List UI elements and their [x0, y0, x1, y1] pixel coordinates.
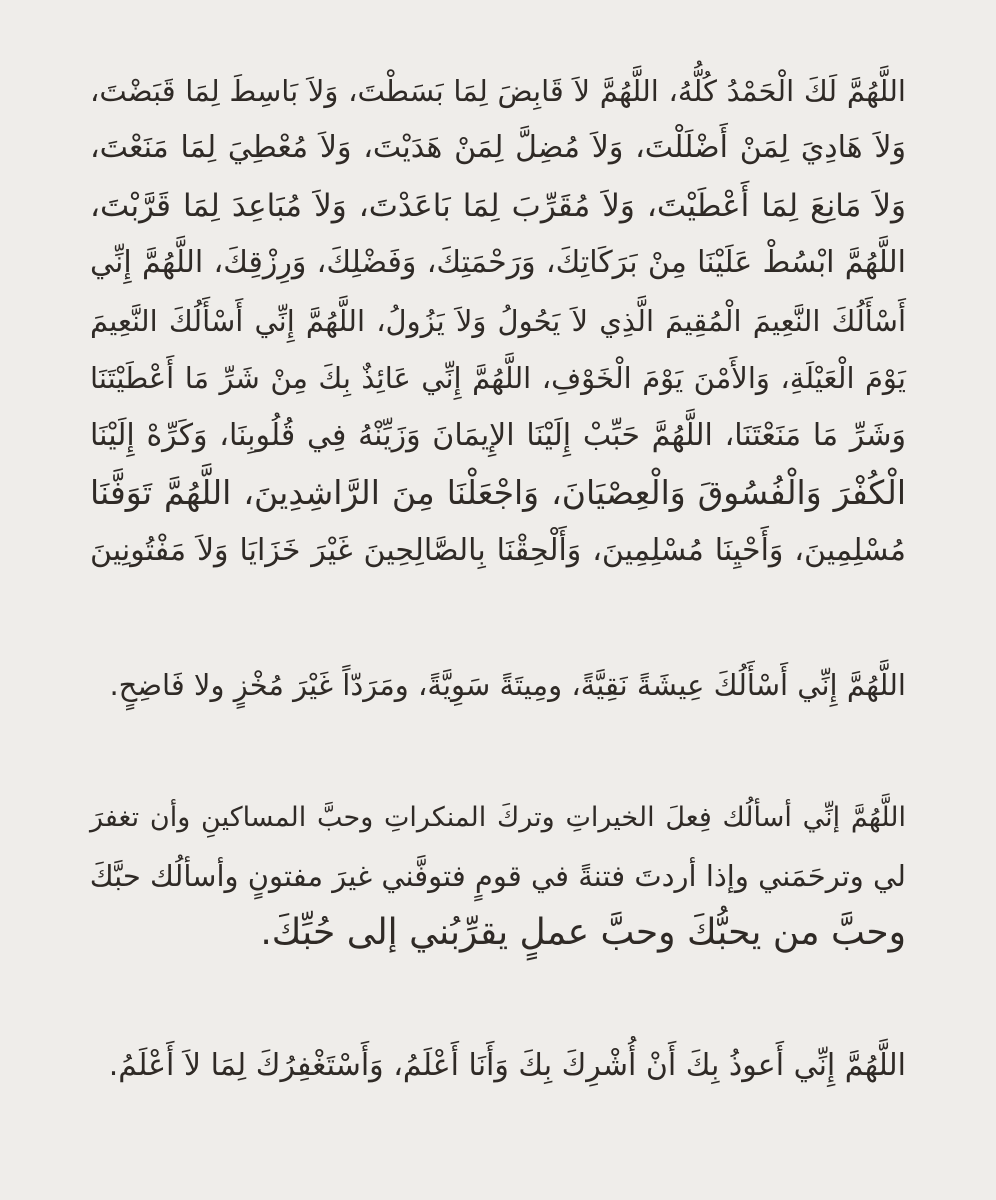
paragraph-1-line-7: وَشَرِّ مَا مَنَعْتَنَا، اللَّهُمَّ حَبِّبْ إِلَيْنَا الإِيمَانَ وَزَيِّنْهُ فِي قُلُوبِنَا، وَكَرِّهْ إِلَيْنَا — [90, 418, 906, 453]
paragraph-2-line-1: اللَّهُمَّ إِنِّي أَسْأَلُكَ عِيشَةً نَقِيَّةً، ومِيتَةً سَوِيَّةً، ومَرَدّاً غَيْرَ مُخْزٍ ولا فَاضِحٍ. — [109, 668, 906, 702]
paragraph-3-line-3: وحبَّ من يحبُّكَ وحبَّ عملٍ يقرِّبُني إلى حُبِّكَ. — [260, 912, 906, 953]
paragraph-1-line-9: مُسْلِمِينَ، وَأَحْيِنَا مُسْلِمِينَ، وَأَلْحِقْنَا بِالصَّالِحِينَ غَيْرَ خَزَايَا وَلاَ مَفْتُونِينَ — [90, 533, 906, 568]
paragraph-1-line-4: اللَّهُمَّ ابْسُطْ عَلَيْنَا مِنْ بَرَكَاتِكَ، وَرَحْمَتِكَ، وَفَضْلِكَ، وَرِزْقِكَ، اللَّهُمَّ إِنِّي — [90, 245, 906, 280]
paragraph-3-line-1: اللَّهُمَّ إنِّي أسألُك فِعلَ الخيراتِ وتركَ المنكراتِ وحبَّ المساكينِ وأن تغفرَ — [90, 802, 906, 833]
paragraph-1-line-2: وَلاَ هَادِيَ لِمَنْ أَضْلَلْتَ، وَلاَ مُضِلَّ لِمَنْ هَدَيْتَ، وَلاَ مُعْطِيَ لِمَا مَنَعْتَ، — [90, 130, 906, 165]
paragraph-3-line-2: لي وترحَمَني وإذا أردتَ فتنةً في قومٍ فتوفَّني غيرَ مفتونٍ وأسألُك حبَّكَ — [89, 859, 906, 893]
paragraph-1-line-1: اللَّهُمَّ لَكَ الْحَمْدُ كُلُّهُ، اللَّهُمَّ لاَ قَابِضَ لِمَا بَسَطْتَ، وَلاَ بَاسِطَ لِمَا قَبَضْتَ، — [90, 74, 906, 108]
paragraph-1-line-6: يَوْمَ الْعَيْلَةِ، وَالأَمْنَ يَوْمَ الْخَوْفِ، اللَّهُمَّ إِنِّي عَائِذٌ بِكَ مِنْ شَرِّ مَا أَعْطَيْتَنَا — [90, 361, 906, 395]
paragraph-1-line-3: وَلاَ مَانِعَ لِمَا أَعْطَيْتَ، وَلاَ مُقَرِّبَ لِمَا بَاعَدْتَ، وَلاَ مُبَاعِدَ لِمَا قَرَّبْتَ، — [90, 188, 906, 224]
paragraph-4-line-1: اللَّهُمَّ إِنِّي أَعوذُ بِكَ أَنْ أُشْرِكَ بِكَ وَأَنَا أَعْلَمُ، وَأَسْتَغْفِرُكَ لِمَا لاَ أَعْلَمُ. — [108, 1048, 906, 1083]
paragraph-1-line-5: أَسْأَلُكَ النَّعِيمَ الْمُقِيمَ الَّذِي لاَ يَحُولُ وَلاَ يَزُولُ، اللَّهُمَّ إِنِّي أَسْأَلُكَ النَّعِيمَ — [90, 304, 906, 338]
paragraph-1-line-8: الْكُفْرَ وَالْفُسُوقَ وَالْعِصْيَانَ، وَاجْعَلْنَا مِنَ الرَّاشِدِينَ، اللَّهُمَّ تَوَفَّنَا — [90, 473, 906, 512]
